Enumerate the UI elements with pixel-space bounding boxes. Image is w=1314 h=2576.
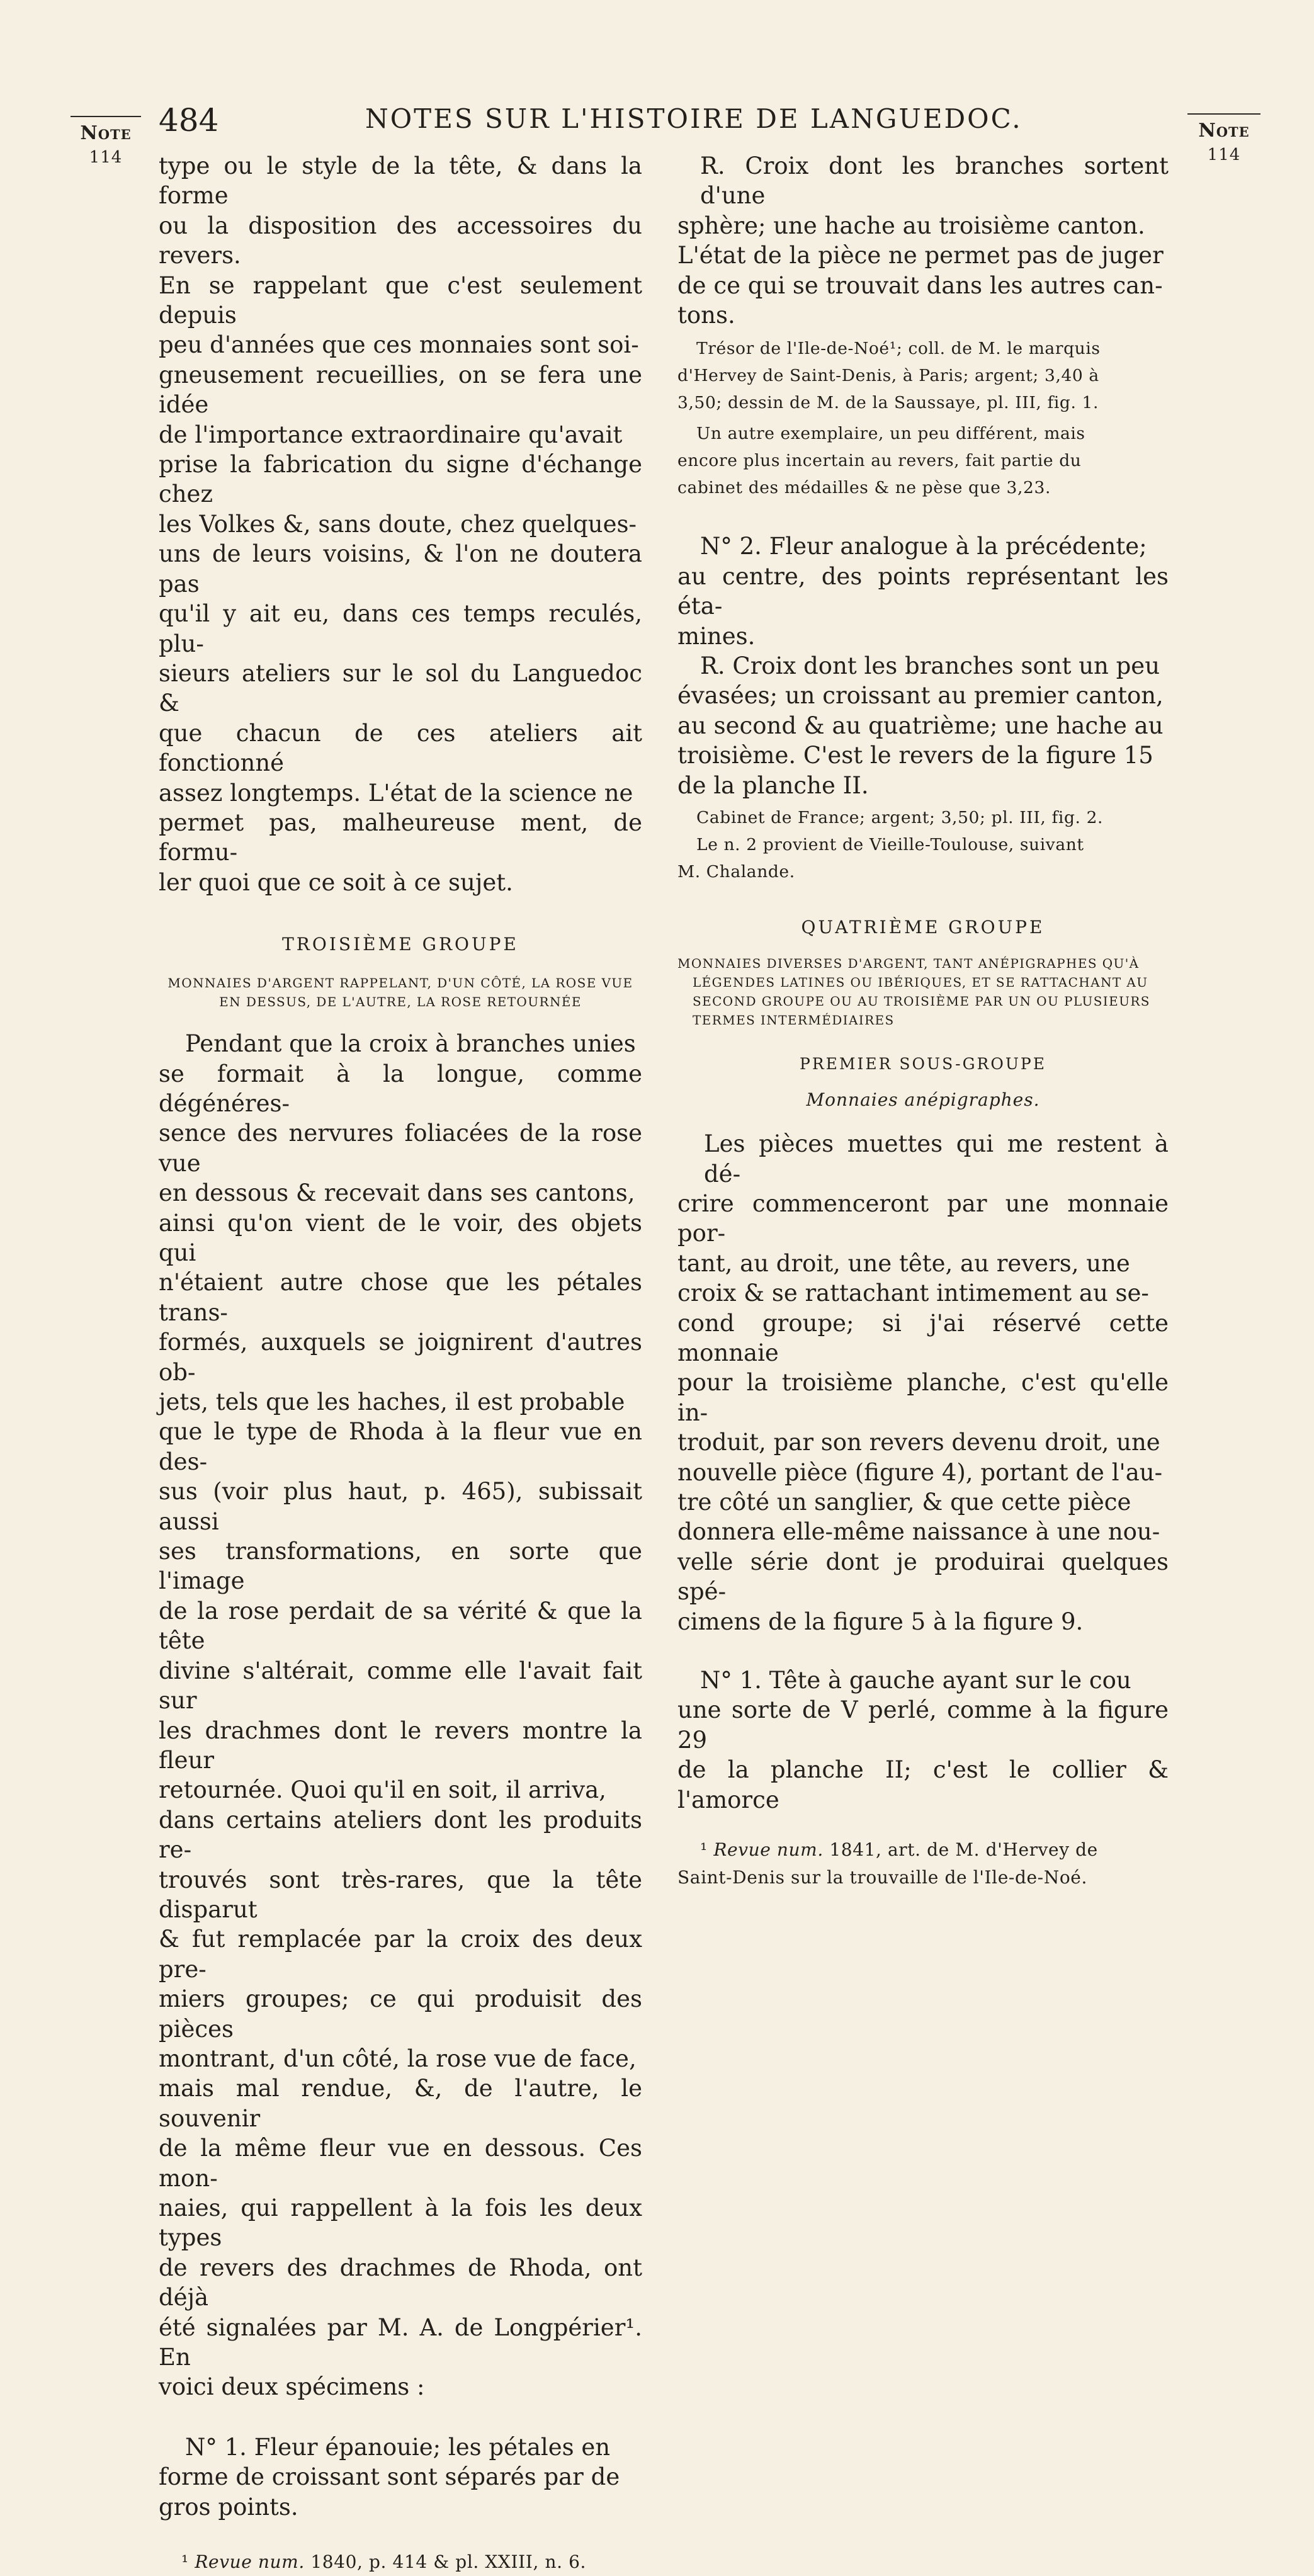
text-line: retournée. Quoi qu'il en soit, il arriva, xyxy=(159,1776,606,1804)
margin-note-number: 114 xyxy=(89,147,123,167)
text-line: qu'il y ait eu, dans ces temps reculés, plu- xyxy=(159,600,642,657)
group-subtitle: MONNAIES D'ARGENT RAPPELANT, D'UN CÔTÉ, LA ROSE VUE xyxy=(167,975,633,991)
reverse-2-description xyxy=(677,651,1169,800)
running-title: NOTES SUR L'HISTOIRE DE LANGUEDOC. xyxy=(365,103,1022,134)
margin-rule xyxy=(1187,113,1260,115)
text-line: Un autre exemplaire, un peu différent, mais xyxy=(696,424,1085,444)
text-line: au centre, des points représentant les éta- xyxy=(677,562,1169,620)
text-line: de l'importance extraordinaire qu'avait xyxy=(159,421,623,448)
text-line: tons. xyxy=(677,302,735,329)
text-line: une sorte de V perlé, comme à la figure 29 xyxy=(677,1696,1169,1754)
page-number: 484 xyxy=(159,102,219,139)
text-line: voici deux spécimens : xyxy=(159,2373,425,2401)
right-column xyxy=(677,151,1169,1892)
text-line: troduit, par son revers devenu droit, une xyxy=(677,1429,1160,1456)
group-subtitle: EN DESSUS, DE L'AUTRE, LA ROSE RETOURNÉE xyxy=(219,994,582,1010)
footnote-left xyxy=(159,2548,642,2576)
text-line: Pendant que la croix à branches unies xyxy=(185,1030,636,1058)
source-note-1 xyxy=(677,335,1169,416)
text-line: peu d'années que ces monnaies sont soi- xyxy=(159,331,639,359)
text-line: tant, au droit, une tête, au revers, une xyxy=(677,1249,1130,1277)
text-line: & fut remplacée par la croix des deux pre- xyxy=(159,1926,642,1983)
group-subtitle-block xyxy=(677,954,1169,1030)
left-column xyxy=(159,151,642,2576)
footnote-mark: ¹ xyxy=(181,2551,189,2573)
text-line: divine s'altérait, comme elle l'avait fait sur xyxy=(159,1657,642,1715)
text-line: mines. xyxy=(677,622,756,650)
footnote-reference-line: Saint-Denis sur la trouvaille de l'Ile-de-Noé. xyxy=(677,1867,1087,1888)
text-line: En se rappelant que c'est seulement depuis xyxy=(159,271,642,329)
text-line: miers groupes; ce qui produisit des pièces xyxy=(159,1985,642,2043)
text-line: les drachmes dont le revers montre la fleur xyxy=(159,1716,642,1774)
text-line: gros points. xyxy=(159,2493,298,2521)
text-line: ou la disposition des accessoires du revers. xyxy=(159,212,642,270)
margin-rule xyxy=(71,116,141,117)
text-line: pour la troisième planche, c'est qu'elle in- xyxy=(677,1369,1169,1426)
text-line: naies, qui rappellent à la fois les deux types xyxy=(159,2194,642,2252)
subgroup-heading: PREMIER SOUS-GROUPE xyxy=(800,1055,1046,1074)
text-line: Cabinet de France; argent; 3,50; pl. III, fig. 2. xyxy=(696,808,1104,828)
text-line: cimens de la figure 5 à la figure 9. xyxy=(677,1608,1084,1635)
margin-note-word: Note xyxy=(80,122,132,144)
text-line: sieurs ateliers sur le sol du Languedoc & xyxy=(159,659,642,717)
text-line: que chacun de ces ateliers ait fonctionné xyxy=(159,719,642,777)
text-line: velle série dont je produirai quelques spé- xyxy=(677,1548,1169,1606)
item-2-description xyxy=(677,531,1169,651)
text-line: ler quoi que ce soit à ce sujet. xyxy=(159,868,513,896)
margin-note-number: 114 xyxy=(1207,145,1241,164)
text-line: mais mal rendue, &, de l'autre, le souvenir xyxy=(159,2075,642,2132)
item-1-right-description xyxy=(677,1665,1169,1815)
text-line: formés, auxquels se joignirent d'autres ob- xyxy=(159,1329,642,1386)
text-line: Le n. 2 provient de Vieille-Toulouse, suivant xyxy=(696,835,1084,855)
text-line: troisième. C'est le revers de la figure 15 xyxy=(677,742,1153,769)
footnote-right xyxy=(677,1836,1169,1892)
text-line: prise la fabrication du signe d'échange chez xyxy=(159,451,642,508)
text-line: nouvelle pièce (figure 4), portant de l'au- xyxy=(677,1458,1163,1486)
group-heading-quatrieme: QUATRIÈME GROUPE xyxy=(801,917,1045,938)
footnote-reference: 1840, p. 414 & pl. XXIII, n. 6. xyxy=(310,2551,586,2573)
text-line: évasées; un croissant au premier canton, xyxy=(677,682,1164,710)
text-line: de revers des drachmes de Rhoda, ont déjà xyxy=(159,2254,642,2312)
text-line: encore plus incertain au revers, fait partie du xyxy=(677,451,1082,471)
margin-note-left xyxy=(71,116,141,169)
text-line: Trésor de l'Ile-de-Noé¹; coll. de M. le marquis xyxy=(696,339,1101,359)
text-line: N° 2. Fleur analogue à la précédente; xyxy=(700,533,1147,560)
margin-note-right xyxy=(1187,113,1260,166)
text-line: montrant, d'un côté, la rose vue de face, xyxy=(159,2045,637,2072)
text-line: jets, tels que les haches, il est probable xyxy=(159,1388,625,1416)
text-line: en dessous & recevait dans ses cantons, xyxy=(159,1179,635,1207)
text-line: gneusement recueillies, on se fera une idée xyxy=(159,361,642,419)
text-line: sphère; une hache au troisième canton. xyxy=(677,212,1145,239)
text-line: les Volkes &, sans doute, chez quelques- xyxy=(159,510,637,538)
text-line: N° 1. Tête à gauche ayant sur le cou xyxy=(700,1667,1131,1694)
opening-paragraph xyxy=(159,151,642,897)
text-line: assez longtemps. L'état de la science ne xyxy=(159,779,633,807)
text-line: au second & au quatrième; une hache au xyxy=(677,712,1164,739)
text-line: M. Chalande. xyxy=(677,862,795,882)
text-line: de la même fleur vue en dessous. Ces mon- xyxy=(159,2135,642,2192)
text-line: d'Hervey de Saint-Denis, à Paris; argent; 3,40 à xyxy=(677,366,1099,386)
text-line: 3,50; dessin de M. de la Saussaye, pl. III, fig. 1. xyxy=(677,393,1099,413)
text-line: donnera elle-même naissance à une nou- xyxy=(677,1518,1160,1546)
text-line: ainsi qu'on vient de le voir, des objets qui xyxy=(159,1209,642,1266)
text-line: de la rose perdait de sa vérité & que la tête xyxy=(159,1597,642,1655)
item-1-description xyxy=(159,2432,642,2522)
text-line: forme de croissant sont séparés par de xyxy=(159,2463,620,2491)
main-paragraph xyxy=(159,1029,642,2402)
text-line: cond groupe; si j'ai réservé cette monnaie xyxy=(677,1309,1169,1366)
footnote-journal: Revue num. xyxy=(195,2551,305,2573)
text-line: R. Croix dont les branches sont un peu xyxy=(700,652,1160,680)
reverse-1-description xyxy=(677,151,1169,330)
text-line: n'étaient autre chose que les pétales trans- xyxy=(159,1269,642,1326)
text-line: uns de leurs voisins, & l'on ne doutera pas xyxy=(159,540,642,598)
text-line: tre côté un sanglier, & que cette pièce xyxy=(677,1488,1131,1516)
footnote-journal: Revue num. xyxy=(713,1839,824,1861)
text-line: N° 1. Fleur épanouie; les pétales en xyxy=(185,2433,611,2461)
margin-note-word: Note xyxy=(1198,120,1250,142)
main-paragraph-right xyxy=(677,1129,1169,1637)
text-line: dans certains ateliers dont les produits re- xyxy=(159,1806,642,1864)
subgroup-italic-title: Monnaies anépigraphes. xyxy=(806,1089,1040,1111)
text-line: été signalées par M. A. de Longpérier¹. En xyxy=(159,2313,642,2371)
text-line: croix & se rattachant intimement au se- xyxy=(677,1279,1149,1307)
footnote-mark: ¹ xyxy=(700,1839,708,1861)
group-subtitle: TERMES INTERMÉDIAIRES xyxy=(693,1013,895,1028)
text-line: Les pièces muettes qui me restent à dé- xyxy=(704,1130,1169,1188)
text-line: de la planche II; c'est le collier & l'amorce xyxy=(677,1756,1169,1813)
group-subtitle: LÉGENDES LATINES OU IBÉRIQUES, ET SE RATTACHANT AU xyxy=(693,975,1148,990)
text-line: ses transformations, en sorte que l'image xyxy=(159,1538,642,1595)
text-line: cabinet des médailles & ne pèse que 3,23. xyxy=(677,478,1051,498)
text-line: que le type de Rhoda à la fleur vue en des- xyxy=(159,1418,642,1475)
group-heading-troisieme: TROISIÈME GROUPE xyxy=(282,934,519,955)
group-subtitle: MONNAIES DIVERSES D'ARGENT, TANT ANÉPIGRAPHES QU'À xyxy=(677,956,1140,972)
source-note-4 xyxy=(677,831,1169,885)
source-note-2 xyxy=(677,420,1169,501)
text-line: sus (voir plus haut, p. 465), subissait aussi xyxy=(159,1478,642,1535)
text-line: de ce qui se trouvait dans les autres can- xyxy=(677,271,1163,299)
group-subtitle: SECOND GROUPE OU AU TROISIÈME PAR UN OU PLUSIEURS xyxy=(693,994,1150,1009)
source-note-3 xyxy=(677,804,1169,831)
text-line: sence des nervures foliacées de la rose vue xyxy=(159,1120,642,1177)
text-line: R. Croix dont les branches sortent d'une xyxy=(700,152,1169,210)
text-line: se formait à la longue, comme dégénéres- xyxy=(159,1060,642,1117)
text-line: permet pas, malheureuse ment, de formu- xyxy=(159,809,642,866)
text-line: de la planche II. xyxy=(677,771,869,799)
text-line: type ou le style de la tête, & dans la forme xyxy=(159,152,642,210)
footnote-reference: 1841, art. de M. d'Hervey de xyxy=(829,1839,1098,1861)
text-line: trouvés sont très-rares, que la tête disparut xyxy=(159,1866,642,1923)
text-line: crire commenceront par une monnaie por- xyxy=(677,1189,1169,1247)
text-line: L'état de la pièce ne permet pas de juger xyxy=(677,242,1164,270)
